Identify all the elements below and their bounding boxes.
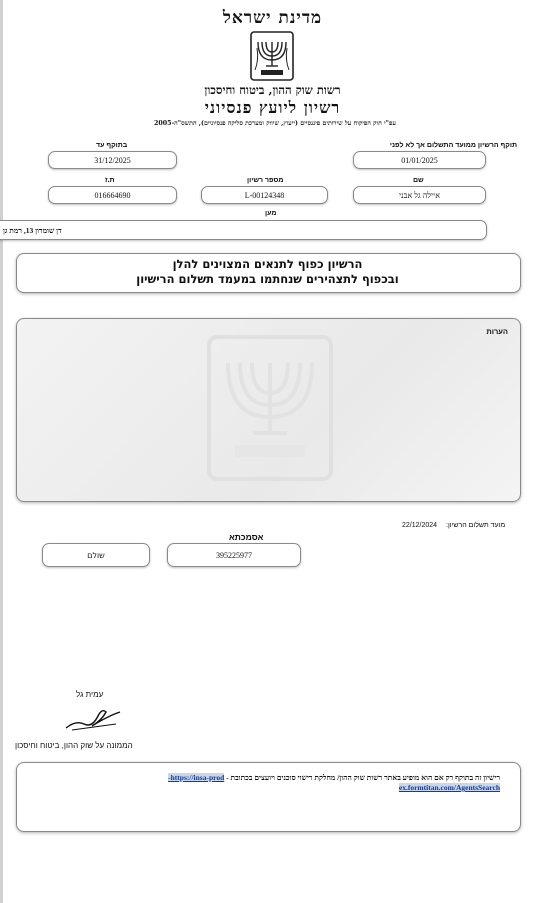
- handwritten-signature: [62, 702, 124, 734]
- address-value: דן שומרון 13, רמת גן: [3, 225, 62, 235]
- signatory-title: הממונה על שוק ההון, ביטוח וחיסכון: [15, 741, 133, 750]
- address-field: [0, 220, 487, 240]
- valid-until-field: 31/12/2025: [48, 151, 177, 169]
- footer-text: רישיון זה בתוקף רק אם הוא מופיע באתר רשות שוק ההון/ מחלקת רישוי סוכנים ויועצים בכתובת -: [226, 773, 500, 782]
- footer-text-block: [60, 773, 500, 793]
- agents-search-link[interactable]: https://insa-prod-: [168, 773, 225, 782]
- document-title: רשיון ליועץ פנסיוני: [204, 98, 341, 117]
- name-label: שם: [413, 177, 424, 184]
- conditions-line-1: הרשיון כפוף לתנאים המצוינים להלן: [172, 257, 363, 271]
- payment-date: 22/12/2024: [402, 522, 438, 529]
- license-number-label: מספר רשיון: [247, 177, 284, 184]
- conditions-text: [16, 253, 519, 291]
- valid-from-label: תוקף הרשיון ממועד התשלום אך לא לפני: [389, 142, 517, 149]
- id-label: ת.ז: [105, 177, 115, 184]
- emblem-watermark-icon: [205, 333, 335, 483]
- reference-label: אסמכתא: [229, 532, 264, 542]
- valid-until-label: בתוקף עד: [96, 142, 128, 149]
- valid-from-field: 01/01/2025: [353, 151, 486, 169]
- footer-panel: [16, 762, 521, 832]
- address-label: מען: [265, 210, 277, 217]
- reference-field: 395225977: [167, 543, 301, 567]
- menorah-emblem-icon: [249, 30, 295, 82]
- authority-name: רשות שוק ההון, ביטוח וחיסכון: [204, 83, 341, 97]
- signatory-name: עמית גל: [76, 690, 104, 699]
- name-field: איילה גל אבני: [353, 186, 486, 204]
- id-field: 016664690: [48, 186, 177, 204]
- payment-status-field: שולם: [42, 543, 150, 567]
- conditions-line-2: ובכפוף לתצהירים שנחתמו במעמד תשלום הרישיון: [136, 272, 399, 286]
- page-edge: [0, 0, 3, 903]
- license-number-field: L-00124348: [201, 186, 328, 204]
- payment-date-label: מועד תשלום הרשיון:: [446, 522, 506, 529]
- law-reference: עפ"י חוק הפיקוח על שירותים פיננסיים (ייעוץ, שיווק ומערכת סליקה פנסיוניים), התשס"ה-2005: [154, 120, 396, 127]
- notes-label: הערות: [486, 327, 508, 336]
- notes-panel: [16, 318, 521, 502]
- state-name: מדינת ישראל: [222, 8, 323, 28]
- agents-search-link-continued[interactable]: ex.formtitan.com/AgentsSearch: [398, 783, 500, 792]
